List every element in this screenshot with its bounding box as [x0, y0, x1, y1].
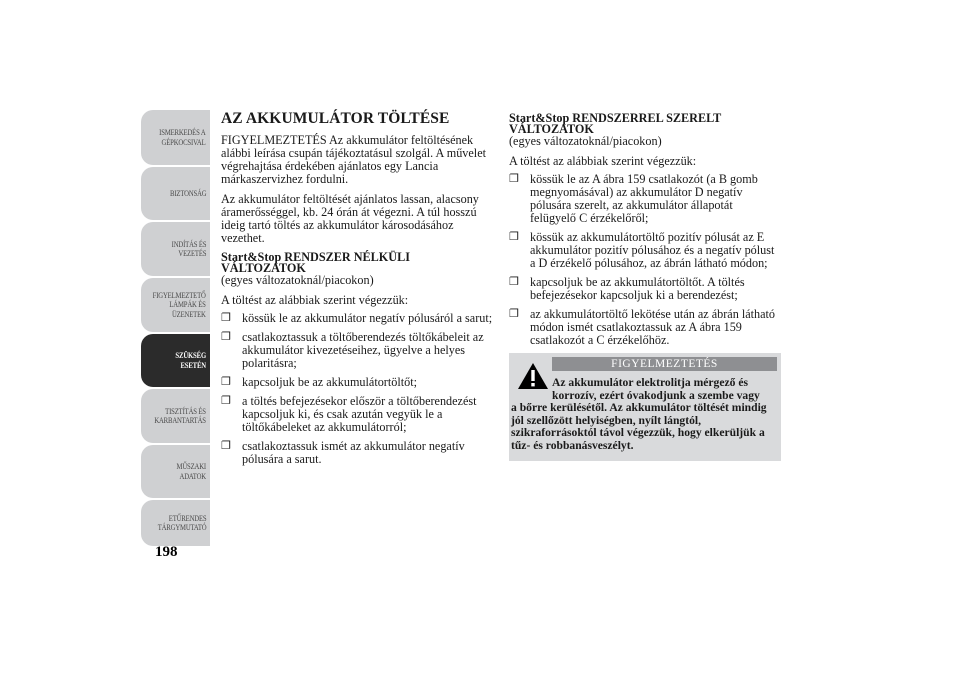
tab-inditas[interactable]: INDÍTÁS ÉS VEZETÉS	[141, 222, 210, 276]
tab-ismerkedes[interactable]: ISMERKEDÉS A GÉPKOCSIVAL	[141, 110, 210, 165]
warning-header: FIGYELMEZTETÉS	[552, 357, 777, 371]
tab-muszaki-adatok[interactable]: MŰSZAKI ADATOK	[141, 445, 210, 498]
checkbox-bullet-icon: ❐	[221, 395, 231, 407]
warning-text: Az akkumulátor elektrolitja mérgező és korrozív, ezért óvakodjunk a szembe vagy a bőrre kerülésétől. Az akkumulátor töltését mindig jól szellőzött helyiségben, nyílt lángtól, szikraforrásoktól távol végezzük, hogy elkerüljük a tűz- és robbanásveszélyt.	[511, 376, 767, 452]
checkbox-bullet-icon: ❐	[509, 173, 519, 185]
procedure-list-right	[509, 173, 781, 347]
checkbox-bullet-icon: ❐	[221, 376, 231, 388]
tab-biztonsag[interactable]: BIZTONSÁG	[141, 167, 210, 220]
procedure-intro: A töltést az alábbiak szerint végezzük:	[509, 154, 697, 168]
section-subtitle: (egyes változatoknál/piacokon)	[509, 134, 662, 148]
tab-figyelmezteto[interactable]: FIGYELMEZTETŐ LÁMPÁK ÉS ÜZENETEK	[141, 278, 210, 332]
page-number: 198	[155, 544, 178, 560]
tab-tisztitas[interactable]: TISZTÍTÁS ÉS KARBANTARTÁS	[141, 389, 210, 443]
charging-advice-paragraph: Az akkumulátor feltöltését ajánlatos lassan, alacsony áramerősséggel, kb. 24 órán át végezni. A túl hosszú ideig tartó töltés az akkumulátor károsodásához vezethet.	[221, 192, 479, 245]
tab-szukseg-eseten[interactable]: SZÜKSÉG ESETÉN	[141, 334, 210, 387]
list-item: ❐ kössük az akkumulátortöltő pozitív pólusát az E akkumulátor pozitív pólusához és a negatív pólust a D érzékelő pólusához, az ábrán látható módon;	[509, 230, 775, 270]
list-item: ❐ a töltés befejezésekor először a töltőberendezést kapcsoljuk ki, és csak azután vegyük le a töltőkábeleket az akkumulátorról;	[221, 394, 477, 434]
section-title-with-startstop: Start&Stop RENDSZERREL SZERELT VÁLTOZATOK	[509, 111, 721, 136]
list-item: ❐ csatlakoztassuk a töltőberendezés töltőkábeleit az akkumulátor kivezetéseihez, ügyelve a helyes polaritásra;	[221, 330, 484, 370]
checkbox-bullet-icon: ❐	[509, 276, 519, 288]
section-title-without-startstop: Start&Stop RENDSZER NÉLKÜLI VÁLTOZATOK	[221, 250, 410, 275]
checkbox-bullet-icon: ❐	[221, 312, 231, 324]
checkbox-bullet-icon: ❐	[509, 231, 519, 243]
checkbox-bullet-icon: ❐	[221, 331, 231, 343]
right-column	[509, 113, 781, 353]
tab-targymutato[interactable]: ETŰRENDES TÁRGYMUTATÓ	[141, 500, 210, 546]
checkbox-bullet-icon: ❐	[221, 440, 231, 452]
list-item: ❐ az akkumulátortöltő lekötése után az ábrán látható módon ismét csatlakoztassuk az A ábra 159 csatlakozót a C érzékelőhöz.	[509, 307, 776, 347]
warning-paragraph: FIGYELMEZTETÉS Az akkumulátor feltöltésének alábbi leírása csupán tájékoztatásul szolgál. A művelet végrehajtása érdekében ajánlatos egy Lancia márkaszervizhez fordulni.	[221, 133, 486, 186]
warning-box	[509, 353, 781, 461]
list-item: ❐ kössük le az A ábra 159 csatlakozót (a B gomb megnyomásával) az akkumulátor D negatív pólusára szerelt, az akkumulátor állapotát felügyelő C érzékelőről;	[509, 172, 758, 225]
page-title: AZ AKKUMULÁTOR TÖLTÉSE	[221, 110, 450, 127]
list-item: ❐ kössük le az akkumulátor negatív pólusáról a sarut;	[221, 311, 493, 325]
section-subtitle: (egyes változatoknál/piacokon)	[221, 273, 374, 287]
left-column	[221, 112, 493, 472]
procedure-list-left	[221, 312, 493, 466]
procedure-intro: A töltést az alábbiak szerint végezzük:	[221, 293, 409, 307]
list-item: ❐ kapcsoljuk be az akkumulátortöltőt;	[221, 375, 417, 389]
checkbox-bullet-icon: ❐	[509, 308, 519, 320]
list-item: ❐ kapcsoljuk be az akkumulátortöltőt. A töltés befejezésekor kapcsoljuk ki a berendezést;	[509, 275, 745, 302]
list-item: ❐ csatlakoztassuk ismét az akkumulátor negatív pólusára a sarut.	[221, 439, 465, 466]
